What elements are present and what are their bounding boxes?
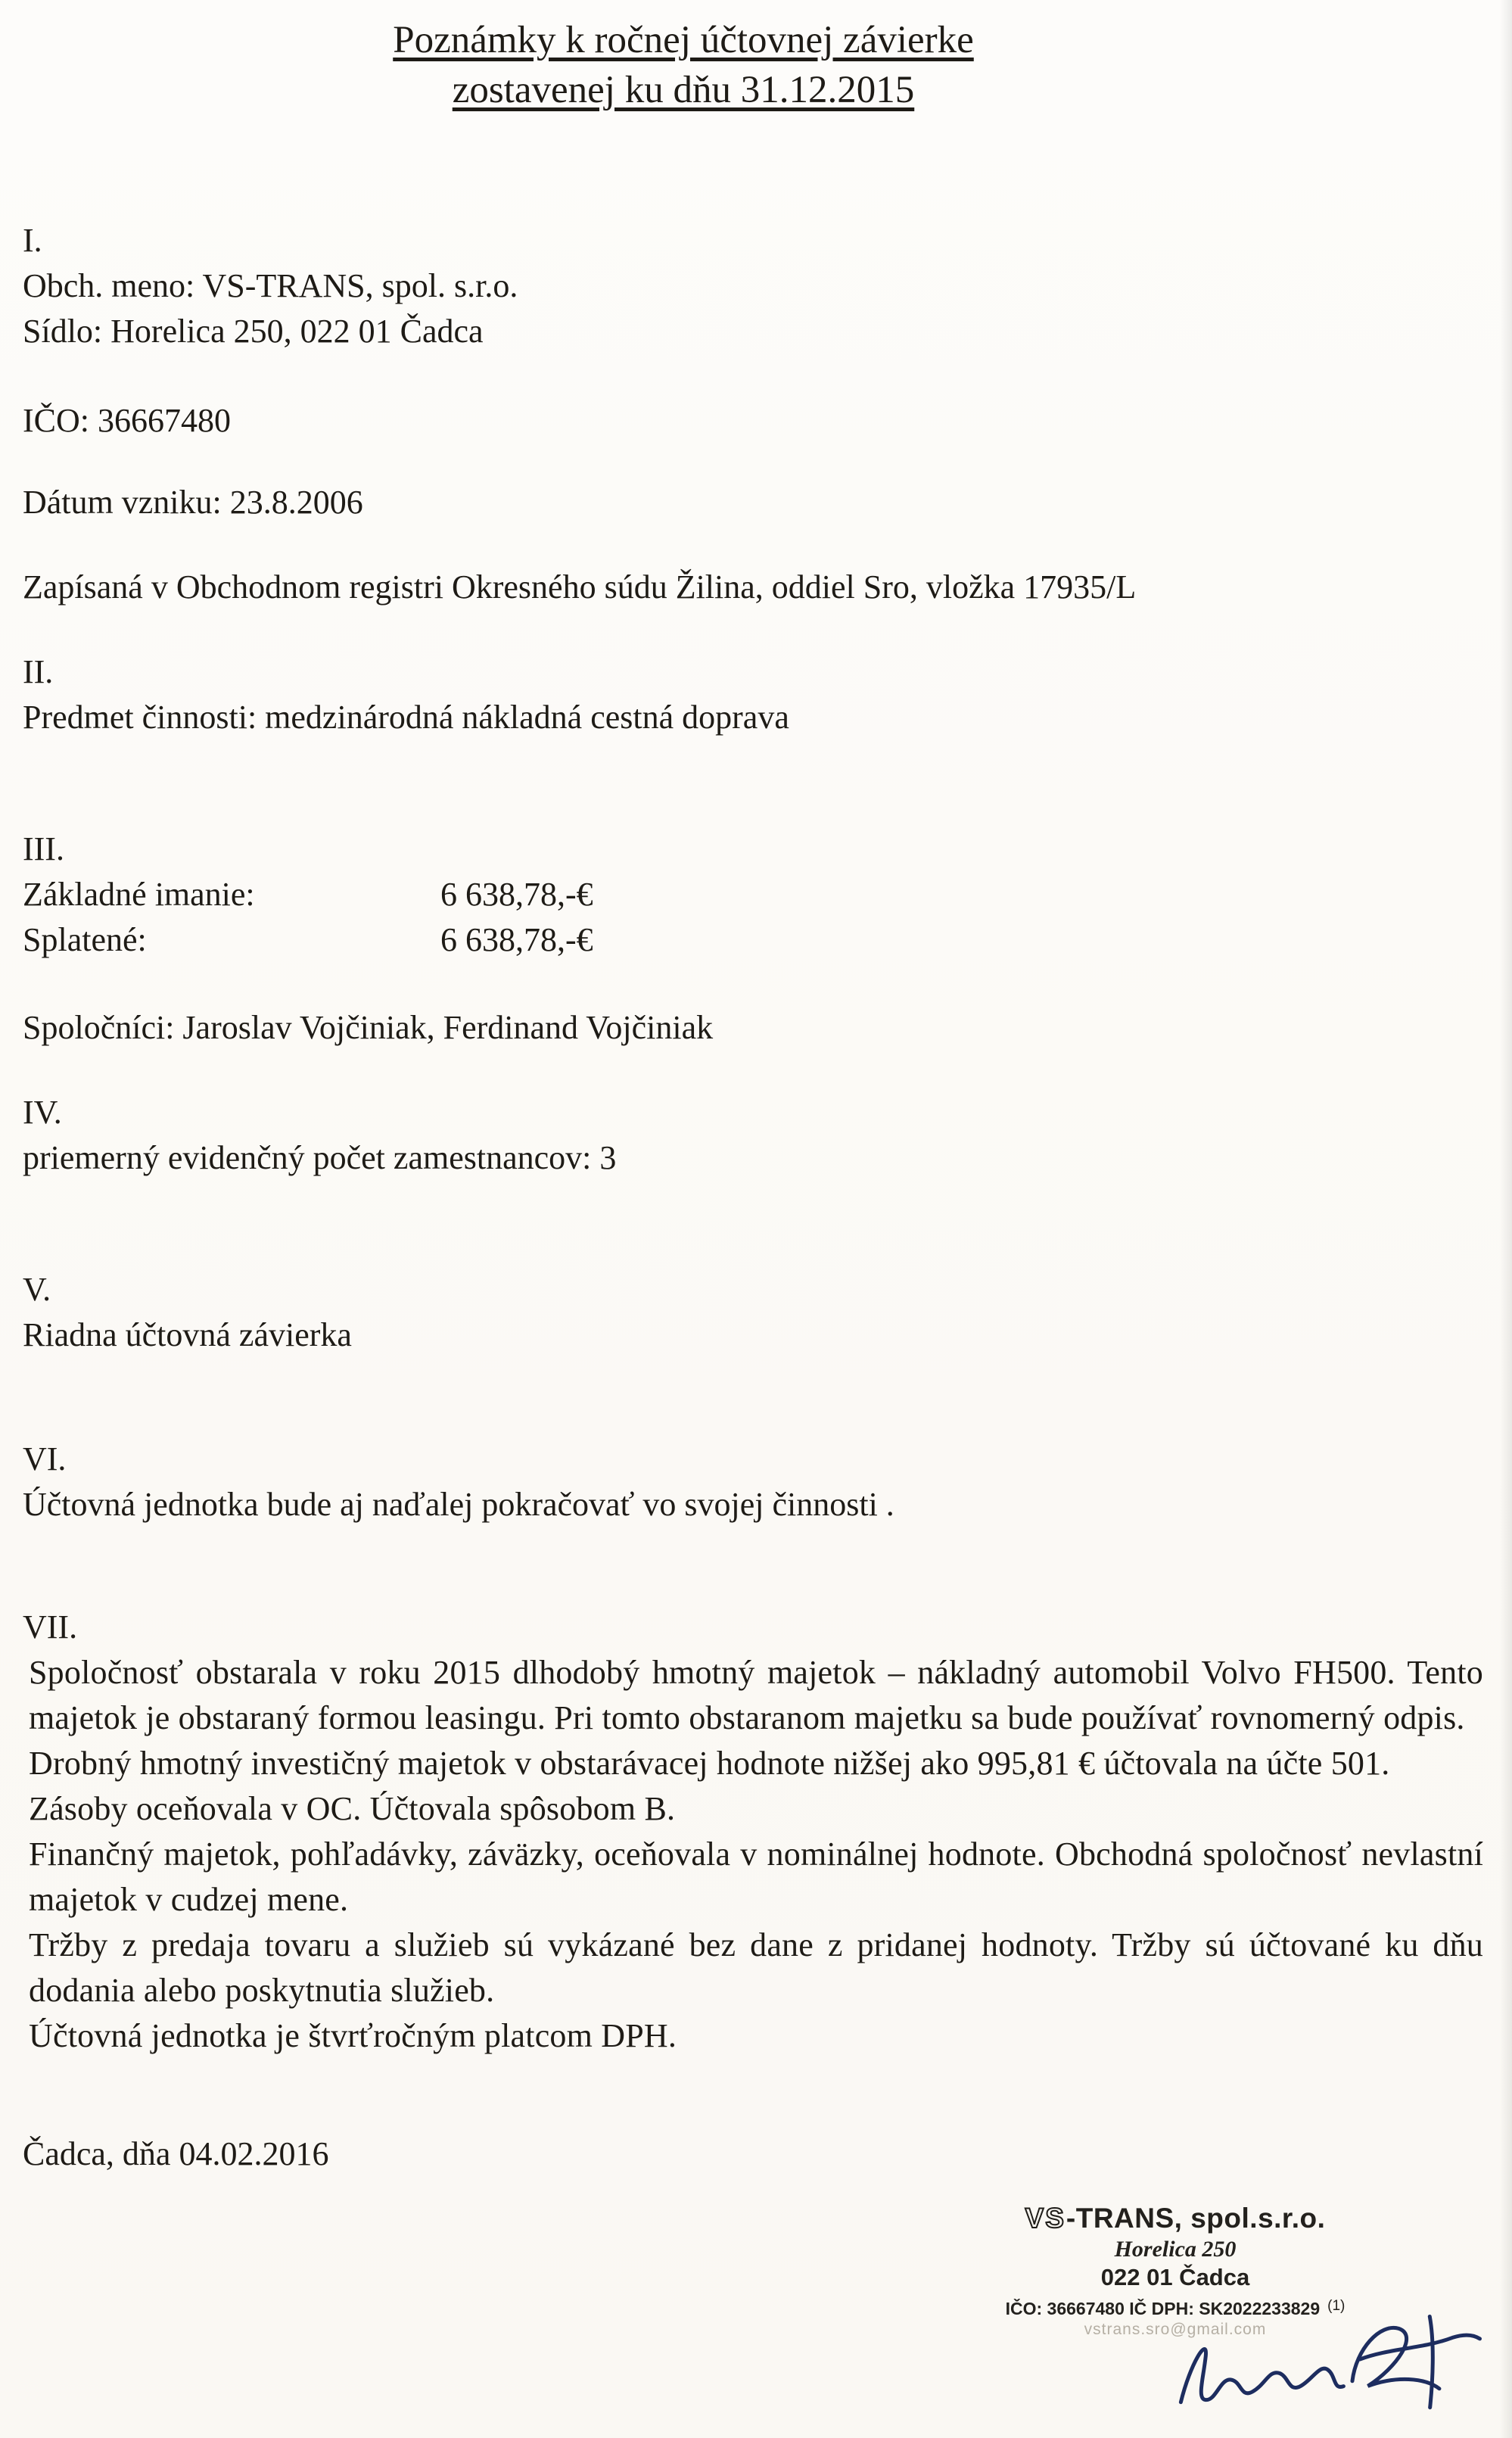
accounting-note-paragraph: Finančný majetok, pohľadávky, záväzky, oceňovala v nominálnej hodnote. Obchodná spoločnosť nevlastní majetok v cudzej mene. <box>29 1836 1483 1918</box>
section-iii-numeral: III. <box>23 830 64 867</box>
section-iii <box>23 827 1483 1051</box>
section-vi-numeral: VI. <box>23 1440 67 1477</box>
section-ii <box>23 649 1483 740</box>
stamp-mark: (1) <box>1327 2298 1346 2314</box>
company-founded-line: Dátum vzniku: 23.8.2006 <box>23 484 363 521</box>
share-capital-label: Základné imanie: <box>23 876 255 913</box>
section-iv-numeral: IV. <box>23 1094 62 1131</box>
section-i-numeral: I. <box>23 222 42 259</box>
accounting-note-paragraph: Zásoby oceňovala v OC. Účtovala spôsobom B. <box>29 1790 676 1827</box>
section-vii-numeral: VII. <box>23 1608 78 1646</box>
section-vi <box>23 1437 1483 1527</box>
section-iv <box>23 1090 1483 1181</box>
stamp-city-line: 022 01 Čadca <box>1100 2264 1250 2290</box>
section-i <box>23 218 1483 610</box>
accounting-note-paragraph: Účtovná jednotka je štvrťročným platcom DPH. <box>29 2017 677 2054</box>
signature <box>1162 2303 1494 2438</box>
paid-capital-label: Splatené: <box>23 921 147 958</box>
paid-capital-value: 6 638,78,-€ <box>440 921 593 958</box>
company-name-line: Obch. meno: VS-TRANS, spol. s.r.o. <box>23 267 518 304</box>
statement-type-line: Riadna účtovná závierka <box>23 1316 352 1353</box>
section-v-numeral: V. <box>23 1271 51 1308</box>
accounting-note-paragraph: Tržby z predaja tovaru a služieb sú vykázané bez dane z pridanej hodnoty. Tržby sú účtované ku dňu dodania alebo poskytnutia služieb. <box>29 1926 1483 2009</box>
company-registry-line: Zapísaná v Obchodnom registri Okresného súdu Žilina, oddiel Sro, vložka 17935/L <box>23 568 1137 606</box>
stamp-company-rest: -TRANS, spol.s.r.o. <box>1066 2203 1326 2234</box>
stamp-email-line: vstrans.sro@gmail.com <box>1084 2321 1267 2338</box>
share-capital-row <box>23 872 1483 917</box>
company-ico-line: IČO: 36667480 <box>23 402 231 439</box>
section-vii <box>23 1605 1483 2059</box>
stamp-company-name <box>996 2203 1355 2234</box>
stamp-company-vs-logo: VS <box>1025 2203 1066 2234</box>
company-address-line: Sídlo: Horelica 250, 022 01 Čadca <box>23 313 484 350</box>
place-date-line: Čadca, dňa 04.02.2016 <box>23 2135 329 2172</box>
business-activity-line: Predmet činnosti: medzinárodná nákladná cestná doprava <box>23 699 789 736</box>
stamp-street-line: Horelica 250 <box>1114 2237 1237 2262</box>
accounting-note-paragraph: Spoločnosť obstarala v roku 2015 dlhodobý hmotný majetok – nákladný automobil Volvo FH500. Tento majetok je obstaraný formou leasingu. Pri tomto obstaranom majetku sa bude používať rovnomerný odpis. <box>29 1654 1483 1736</box>
going-concern-line: Účtovná jednotka bude aj naďalej pokračovať vo svojej činnosti . <box>23 1486 894 1523</box>
employees-count-line: priemerný evidenčný počet zamestnancov: 3 <box>23 1139 617 1176</box>
document-title <box>393 15 974 115</box>
section-ii-numeral: II. <box>23 653 54 690</box>
section-v <box>23 1267 1483 1358</box>
stamp-ico-dph: IČO: 36667480 IČ DPH: SK2022233829 <box>1005 2299 1321 2318</box>
accounting-note-paragraph: Drobný hmotný investičný majetok v obstarávacej hodnote nižšej ako 995,81 € účtovala na účte 501. <box>29 1745 1390 1782</box>
partners-line: Spoločníci: Jaroslav Vojčiniak, Ferdinand Vojčiniak <box>23 1009 714 1046</box>
share-capital-value: 6 638,78,-€ <box>440 876 593 913</box>
paid-capital-row <box>23 917 1483 963</box>
document-title-line1: Poznámky k ročnej účtovnej závierke <box>393 19 974 61</box>
document-title-line2: zostavenej ku dňu 31.12.2015 <box>452 69 915 111</box>
